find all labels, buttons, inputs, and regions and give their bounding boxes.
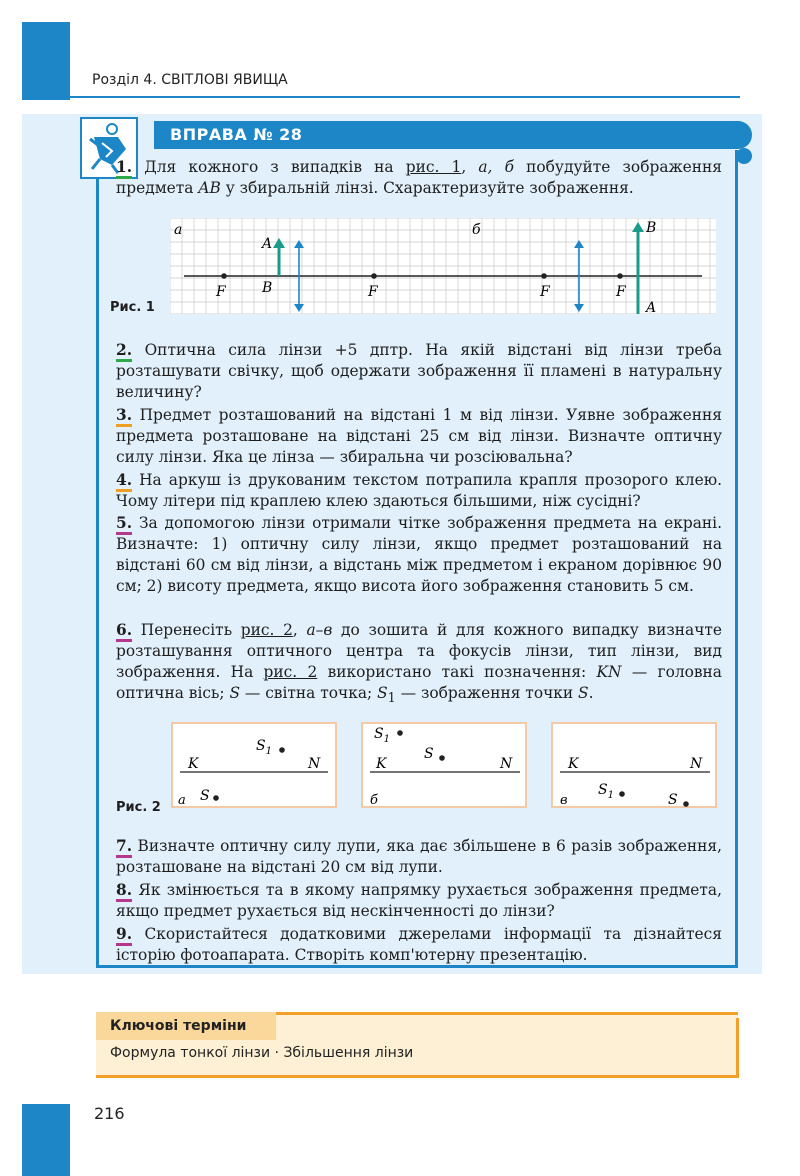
fig2c-letter: в [560, 793, 568, 808]
key-terms-list: Формула тонкої лінзи · Збільшення лінзи [110, 1045, 414, 1061]
problem-6-text: S [229, 684, 241, 702]
problem-6-text: а–в [306, 621, 333, 639]
fig1b-focus-left-point [541, 273, 547, 279]
header-divider [70, 96, 740, 98]
problem-6-text: , [292, 621, 307, 639]
fig1a-focus-right-point [371, 273, 377, 279]
fig2c-source-point [683, 801, 689, 807]
figure-1 [170, 218, 716, 314]
problem-2 [116, 340, 722, 403]
problem-6-text: — світна точка; [240, 684, 378, 702]
fig1a-focus-left-point [221, 273, 227, 279]
problem-6-text: — зображення точки [395, 684, 579, 702]
exercise-title: ВПРАВА № 28 [170, 125, 303, 144]
problem-7-number: 7. [116, 837, 132, 858]
problem-9-number: 9. [116, 925, 132, 946]
problem-1-text: побудуйте зображення предмета [116, 158, 722, 197]
problem-6-text: Перенесіть [140, 621, 241, 639]
fig1b-focus-right: F [616, 284, 626, 300]
problem-5-text: За допомогою лінзи отримали чітке зображення предмета на екрані. Визначте: 1) оптичну силу лінзи, якщо предмет розташований на відстані 60 см від лінзи, а відстань між предметом і екраном дорівнює 90 см; 2) висоту предмета, якщо висота його зображення становить 5 см. [116, 514, 722, 595]
fig2a-image-label: $S_1$ [256, 738, 272, 757]
key-terms-border [736, 1018, 739, 1078]
problem-4-number: 4. [116, 471, 132, 492]
fig2-link[interactable]: рис. 2 [240, 621, 293, 639]
fig2a-axis-left: K [188, 756, 199, 772]
problem-6-text: . [588, 684, 594, 702]
figure-2-drawing [170, 720, 720, 810]
fig2a-axis-right: N [308, 756, 321, 772]
fig2a-letter: а [178, 793, 186, 808]
margin-bar-top [22, 22, 70, 100]
problem-5-number: 5. [116, 514, 132, 535]
fig2a-source-label: S [200, 788, 210, 804]
fig2b-image-label: $S_1$ [374, 726, 390, 745]
fig1b-point-b: B [646, 220, 657, 236]
fig1-link[interactable]: рис. 1 [405, 158, 462, 176]
problem-1-number: 1. [116, 158, 132, 179]
problem-1 [116, 157, 722, 199]
problem-6 [116, 620, 722, 709]
fig1b-focus-left: F [540, 284, 550, 300]
fig1a-focus-right: F [368, 284, 378, 300]
problem-1-text: а, б [478, 158, 514, 176]
fig2c-image-point [619, 791, 625, 797]
problem-3 [116, 405, 722, 468]
problem-3-text: Предмет розташований на відстані 1 м від лінзи. Уявне зображення предмета розташоване на відстані 25 см від лінзи. Визначте оптичну силу лінзи. Яка це лінза — збиральна чи розсіювальна? [116, 406, 722, 466]
fig1b-focus-right-point [617, 273, 623, 279]
key-terms-title: Ключові терміни [110, 1018, 247, 1034]
fig2c-source-label: S [668, 792, 678, 808]
fig2-label: Рис. 2 [116, 800, 161, 815]
problem-6-text: KN [596, 663, 622, 681]
problem-6-text: 1 [387, 691, 396, 707]
problem-6-text: S [377, 684, 388, 702]
problem-9 [116, 924, 722, 966]
fig2c-image-label: $S_1$ [598, 782, 614, 801]
problem-6-text: до зошита й для кожного випадку визначте розташування оптичного центра та фокусів лінзи, тип лінзи, вид зображення. На [116, 621, 722, 681]
problem-6-number: 6. [116, 621, 132, 642]
fig2b-image-point [397, 730, 403, 736]
fig1b-letter: б [472, 222, 481, 238]
fig2c-axis-right: N [690, 756, 703, 772]
problem-8-number: 8. [116, 881, 132, 902]
problem-1-text: Для кожного з випадків на [144, 158, 406, 176]
fig2-link[interactable]: рис. 2 [263, 663, 318, 681]
figure-1-drawing [170, 218, 716, 314]
problem-8-text: Як змінюється та в якому напрямку рухається зображення предмета, якщо предмет рухається від нескінченності до лінзи? [116, 881, 722, 920]
title-bar-dot [736, 148, 752, 164]
fig2b-source-point [439, 755, 445, 761]
margin-bar-bottom [22, 1104, 70, 1176]
problem-1-text: у збиральній лінзі. Схарактеризуйте зображення. [220, 179, 634, 197]
problem-9-text: Скористайтеся додатковими джерелами інформації та дізнайтеся історію фотоапарата. Створіть комп'ютерну презентацію. [116, 925, 722, 964]
fig2a-source-point [213, 795, 219, 801]
problem-6-text: використано такі позначення: [317, 663, 597, 681]
problem-1-text: AB [198, 179, 221, 197]
problem-4 [116, 470, 722, 512]
problem-6-text: — головна оптична вісь; [116, 663, 722, 702]
problem-5 [116, 513, 722, 597]
problem-2-number: 2. [116, 341, 132, 362]
fig2c-axis-left: K [568, 756, 579, 772]
fig1a-point-b: B [262, 280, 273, 296]
fig1b-point-a: A [646, 300, 657, 314]
fig2b-letter: б [370, 793, 378, 808]
problem-2-text: Оптична сила лінзи +5 дптр. На якій відстані від лінзи треба розташувати свічку, щоб одержати зображення її пламені в натуральну величину? [116, 341, 722, 401]
problem-4-text: На аркуш із друкованим текстом потрапила крапля прозорого клею. Чому літери під краплею клею здаються більшими, ніж сусідні? [116, 471, 722, 510]
problem-6-text: S [578, 684, 589, 702]
fig2a-image-point [279, 747, 285, 753]
figure-2 [170, 720, 720, 810]
fig2b-axis-right: N [500, 756, 513, 772]
problem-8 [116, 880, 722, 922]
fig1a-focus-left: F [216, 284, 226, 300]
problem-3-number: 3. [116, 406, 132, 427]
fig1a-point-a: A [262, 236, 273, 252]
fig1-label: Рис. 1 [110, 300, 155, 315]
section-title: Розділ 4. СВІТЛОВІ ЯВИЩА [92, 72, 288, 88]
problem-7-text: Визначте оптичну силу лупи, яка дає збільшене в 6 разів зображення, розташоване на відстані 20 см від лупи. [116, 837, 722, 876]
problem-1-text: , [461, 158, 479, 176]
fig2b-axis-left: K [376, 756, 387, 772]
problem-7 [116, 836, 722, 878]
fig2b-source-label: S [424, 746, 434, 762]
fig1a-letter: а [174, 222, 183, 238]
page-number: 216 [94, 1104, 125, 1123]
